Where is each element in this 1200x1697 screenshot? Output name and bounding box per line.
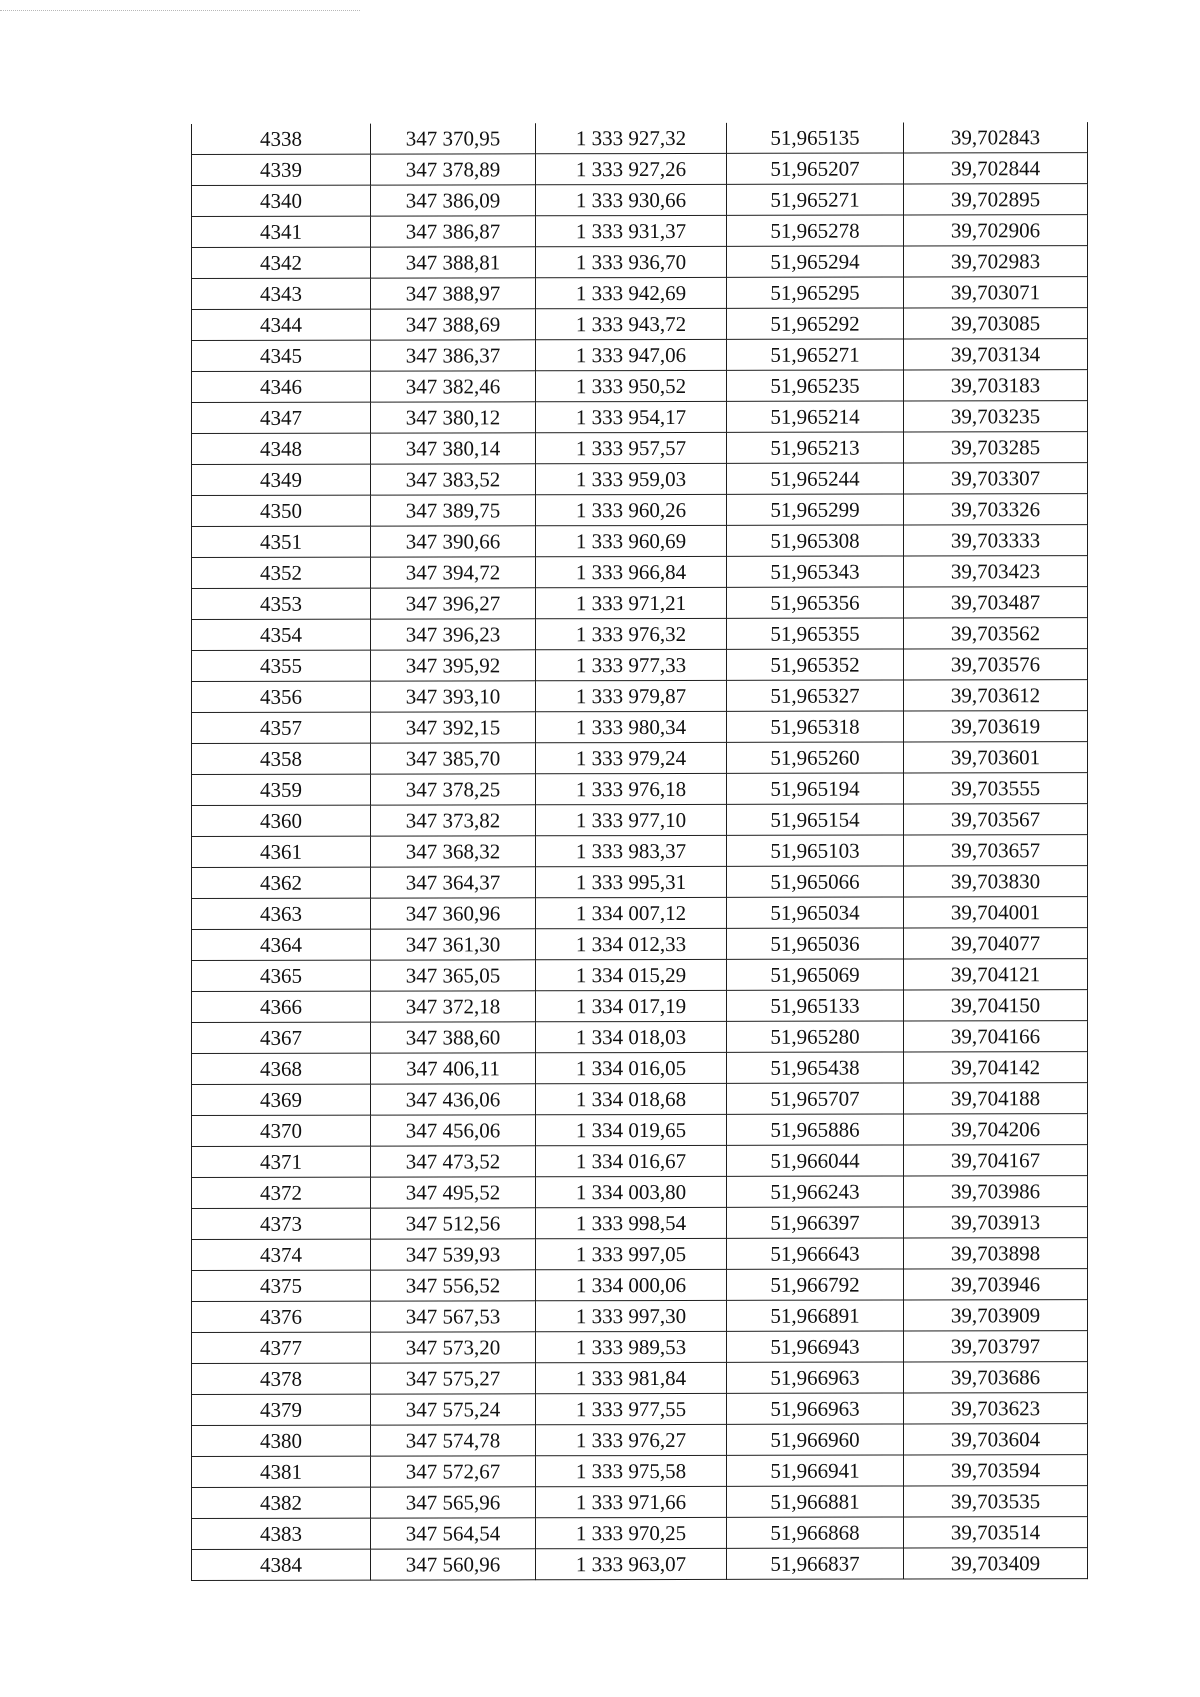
table-row <box>192 494 1088 527</box>
x-coordinate-cell: 347 573,20 <box>371 1332 536 1363</box>
table-row <box>192 215 1088 248</box>
table-row <box>192 1331 1088 1364</box>
longitude-cell: 39,703601 <box>904 742 1088 773</box>
table-row <box>192 370 1088 403</box>
y-coordinate-cell: 1 333 963,07 <box>536 1549 727 1580</box>
y-coordinate-cell: 1 333 936,70 <box>536 247 727 278</box>
longitude-cell: 39,703487 <box>904 587 1088 618</box>
longitude-cell: 39,703567 <box>904 804 1088 835</box>
y-coordinate-cell: 1 333 959,03 <box>536 464 727 495</box>
point-number-cell: 4383 <box>192 1518 371 1549</box>
scan-edge-mark <box>0 10 360 12</box>
point-number-cell: 4369 <box>192 1084 371 1115</box>
longitude-cell: 39,704121 <box>904 959 1088 990</box>
x-coordinate-cell: 347 386,87 <box>371 216 536 247</box>
table-row <box>192 1486 1088 1519</box>
y-coordinate-cell: 1 333 979,24 <box>536 743 727 774</box>
longitude-cell: 39,703535 <box>904 1486 1088 1517</box>
x-coordinate-cell: 347 396,23 <box>371 619 536 650</box>
longitude-cell: 39,703514 <box>904 1517 1088 1548</box>
table-row <box>192 122 1088 155</box>
point-number-cell: 4360 <box>192 805 371 836</box>
latitude-cell: 51,965036 <box>727 928 904 959</box>
longitude-cell: 39,703913 <box>904 1207 1088 1238</box>
table-row <box>192 897 1088 930</box>
x-coordinate-cell: 347 495,52 <box>371 1177 536 1208</box>
y-coordinate-cell: 1 333 971,66 <box>536 1487 727 1518</box>
latitude-cell: 51,965235 <box>727 370 904 401</box>
x-coordinate-cell: 347 378,25 <box>371 774 536 805</box>
point-number-cell: 4349 <box>192 464 371 495</box>
latitude-cell: 51,966643 <box>727 1238 904 1269</box>
point-number-cell: 4367 <box>192 1022 371 1053</box>
table-row <box>192 835 1088 868</box>
table-row <box>192 742 1088 775</box>
y-coordinate-cell: 1 333 942,69 <box>536 278 727 309</box>
latitude-cell: 51,966868 <box>727 1517 904 1548</box>
x-coordinate-cell: 347 567,53 <box>371 1301 536 1332</box>
y-coordinate-cell: 1 333 954,17 <box>536 402 727 433</box>
point-number-cell: 4374 <box>192 1239 371 1270</box>
y-coordinate-cell: 1 333 981,84 <box>536 1363 727 1394</box>
longitude-cell: 39,703657 <box>904 835 1088 866</box>
longitude-cell: 39,703909 <box>904 1300 1088 1331</box>
table-row <box>192 959 1088 992</box>
point-number-cell: 4359 <box>192 774 371 805</box>
table-row <box>192 928 1088 961</box>
longitude-cell: 39,703576 <box>904 649 1088 680</box>
y-coordinate-cell: 1 333 975,58 <box>536 1456 727 1487</box>
point-number-cell: 4377 <box>192 1332 371 1363</box>
coordinates-table <box>191 122 1088 1581</box>
table-row <box>192 1269 1088 1302</box>
longitude-cell: 39,703071 <box>904 277 1088 308</box>
y-coordinate-cell: 1 334 012,33 <box>536 929 727 960</box>
x-coordinate-cell: 347 388,97 <box>371 278 536 309</box>
x-coordinate-cell: 347 388,81 <box>371 247 536 278</box>
point-number-cell: 4372 <box>192 1177 371 1208</box>
point-number-cell: 4361 <box>192 836 371 867</box>
y-coordinate-cell: 1 333 989,53 <box>536 1332 727 1363</box>
x-coordinate-cell: 347 575,27 <box>371 1363 536 1394</box>
longitude-cell: 39,704166 <box>904 1021 1088 1052</box>
latitude-cell: 51,965260 <box>727 742 904 773</box>
longitude-cell: 39,704077 <box>904 928 1088 959</box>
longitude-cell: 39,703333 <box>904 525 1088 556</box>
longitude-cell: 39,703898 <box>904 1238 1088 1269</box>
latitude-cell: 51,965280 <box>727 1021 904 1052</box>
latitude-cell: 51,965299 <box>727 494 904 525</box>
y-coordinate-cell: 1 333 977,55 <box>536 1394 727 1425</box>
point-number-cell: 4370 <box>192 1115 371 1146</box>
table-row <box>192 649 1088 682</box>
latitude-cell: 51,966792 <box>727 1269 904 1300</box>
latitude-cell: 51,965707 <box>727 1083 904 1114</box>
table-row <box>192 866 1088 899</box>
latitude-cell: 51,965295 <box>727 277 904 308</box>
table-row <box>192 804 1088 837</box>
latitude-cell: 51,965103 <box>727 835 904 866</box>
point-number-cell: 4381 <box>192 1456 371 1487</box>
y-coordinate-cell: 1 333 983,37 <box>536 836 727 867</box>
y-coordinate-cell: 1 333 998,54 <box>536 1208 727 1239</box>
longitude-cell: 39,703562 <box>904 618 1088 649</box>
y-coordinate-cell: 1 334 018,03 <box>536 1022 727 1053</box>
point-number-cell: 4343 <box>192 278 371 309</box>
table-row <box>192 1393 1088 1426</box>
x-coordinate-cell: 347 364,37 <box>371 867 536 898</box>
x-coordinate-cell: 347 393,10 <box>371 681 536 712</box>
latitude-cell: 51,965308 <box>727 525 904 556</box>
point-number-cell: 4344 <box>192 309 371 340</box>
x-coordinate-cell: 347 565,96 <box>371 1487 536 1518</box>
table-row <box>192 1548 1088 1581</box>
longitude-cell: 39,703686 <box>904 1362 1088 1393</box>
table-row <box>192 680 1088 713</box>
longitude-cell: 39,704167 <box>904 1145 1088 1176</box>
longitude-cell: 39,703619 <box>904 711 1088 742</box>
y-coordinate-cell: 1 334 016,05 <box>536 1053 727 1084</box>
x-coordinate-cell: 347 456,06 <box>371 1115 536 1146</box>
latitude-cell: 51,965318 <box>727 711 904 742</box>
table-row <box>192 1362 1088 1395</box>
x-coordinate-cell: 347 373,82 <box>371 805 536 836</box>
longitude-cell: 39,703085 <box>904 308 1088 339</box>
x-coordinate-cell: 347 360,96 <box>371 898 536 929</box>
y-coordinate-cell: 1 334 007,12 <box>536 898 727 929</box>
y-coordinate-cell: 1 333 976,32 <box>536 619 727 650</box>
x-coordinate-cell: 347 392,15 <box>371 712 536 743</box>
longitude-cell: 39,703183 <box>904 370 1088 401</box>
table-row <box>192 463 1088 496</box>
longitude-cell: 39,703986 <box>904 1176 1088 1207</box>
x-coordinate-cell: 347 575,24 <box>371 1394 536 1425</box>
longitude-cell: 39,703326 <box>904 494 1088 525</box>
point-number-cell: 4373 <box>192 1208 371 1239</box>
y-coordinate-cell: 1 334 019,65 <box>536 1115 727 1146</box>
y-coordinate-cell: 1 333 950,52 <box>536 371 727 402</box>
longitude-cell: 39,702843 <box>904 122 1088 153</box>
latitude-cell: 51,965271 <box>727 184 904 215</box>
x-coordinate-cell: 347 396,27 <box>371 588 536 619</box>
y-coordinate-cell: 1 333 997,05 <box>536 1239 727 1270</box>
latitude-cell: 51,965292 <box>727 308 904 339</box>
longitude-cell: 39,703612 <box>904 680 1088 711</box>
table-row <box>192 1207 1088 1240</box>
point-number-cell: 4358 <box>192 743 371 774</box>
latitude-cell: 51,966397 <box>727 1207 904 1238</box>
point-number-cell: 4371 <box>192 1146 371 1177</box>
table-row <box>192 153 1088 186</box>
table-row <box>192 1238 1088 1271</box>
latitude-cell: 51,965327 <box>727 680 904 711</box>
latitude-cell: 51,965355 <box>727 618 904 649</box>
table-row <box>192 556 1088 589</box>
longitude-cell: 39,704142 <box>904 1052 1088 1083</box>
x-coordinate-cell: 347 386,37 <box>371 340 536 371</box>
table-row <box>192 339 1088 372</box>
point-number-cell: 4366 <box>192 991 371 1022</box>
latitude-cell: 51,966243 <box>727 1176 904 1207</box>
point-number-cell: 4382 <box>192 1487 371 1518</box>
table-row <box>192 1424 1088 1457</box>
latitude-cell: 51,965271 <box>727 339 904 370</box>
point-number-cell: 4340 <box>192 185 371 216</box>
table-row <box>192 277 1088 310</box>
x-coordinate-cell: 347 382,46 <box>371 371 536 402</box>
longitude-cell: 39,702895 <box>904 184 1088 215</box>
latitude-cell: 51,965278 <box>727 215 904 246</box>
y-coordinate-cell: 1 333 977,10 <box>536 805 727 836</box>
point-number-cell: 4357 <box>192 712 371 743</box>
table-row <box>192 711 1088 744</box>
point-number-cell: 4338 <box>192 124 371 155</box>
table-row <box>192 1145 1088 1178</box>
table-row <box>192 401 1088 434</box>
y-coordinate-cell: 1 333 980,34 <box>536 712 727 743</box>
latitude-cell: 51,965214 <box>727 401 904 432</box>
latitude-cell: 51,965244 <box>727 463 904 494</box>
x-coordinate-cell: 347 406,11 <box>371 1053 536 1084</box>
y-coordinate-cell: 1 334 003,80 <box>536 1177 727 1208</box>
table-row <box>192 246 1088 279</box>
longitude-cell: 39,703134 <box>904 339 1088 370</box>
x-coordinate-cell: 347 378,89 <box>371 154 536 185</box>
x-coordinate-cell: 347 380,14 <box>371 433 536 464</box>
table-row <box>192 990 1088 1023</box>
latitude-cell: 51,966943 <box>727 1331 904 1362</box>
x-coordinate-cell: 347 512,56 <box>371 1208 536 1239</box>
x-coordinate-cell: 347 372,18 <box>371 991 536 1022</box>
point-number-cell: 4341 <box>192 216 371 247</box>
table-row <box>192 1021 1088 1054</box>
longitude-cell: 39,703423 <box>904 556 1088 587</box>
x-coordinate-cell: 347 368,32 <box>371 836 536 867</box>
y-coordinate-cell: 1 333 960,26 <box>536 495 727 526</box>
y-coordinate-cell: 1 333 976,27 <box>536 1425 727 1456</box>
y-coordinate-cell: 1 333 976,18 <box>536 774 727 805</box>
point-number-cell: 4339 <box>192 154 371 185</box>
y-coordinate-cell: 1 333 957,57 <box>536 433 727 464</box>
y-coordinate-cell: 1 333 930,66 <box>536 185 727 216</box>
point-number-cell: 4376 <box>192 1301 371 1332</box>
latitude-cell: 51,965194 <box>727 773 904 804</box>
table-row <box>192 1300 1088 1333</box>
latitude-cell: 51,966891 <box>727 1300 904 1331</box>
x-coordinate-cell: 347 361,30 <box>371 929 536 960</box>
longitude-cell: 39,703830 <box>904 866 1088 897</box>
longitude-cell: 39,703623 <box>904 1393 1088 1424</box>
table-row <box>192 1517 1088 1550</box>
latitude-cell: 51,965066 <box>727 866 904 897</box>
latitude-cell: 51,966960 <box>727 1424 904 1455</box>
table-row <box>192 1455 1088 1488</box>
y-coordinate-cell: 1 333 977,33 <box>536 650 727 681</box>
latitude-cell: 51,965069 <box>727 959 904 990</box>
point-number-cell: 4379 <box>192 1394 371 1425</box>
x-coordinate-cell: 347 556,52 <box>371 1270 536 1301</box>
latitude-cell: 51,965135 <box>727 123 904 154</box>
point-number-cell: 4384 <box>192 1549 371 1580</box>
point-number-cell: 4364 <box>192 929 371 960</box>
x-coordinate-cell: 347 574,78 <box>371 1425 536 1456</box>
x-coordinate-cell: 347 390,66 <box>371 526 536 557</box>
longitude-cell: 39,703797 <box>904 1331 1088 1362</box>
point-number-cell: 4368 <box>192 1053 371 1084</box>
longitude-cell: 39,703235 <box>904 401 1088 432</box>
y-coordinate-cell: 1 333 927,32 <box>536 123 727 154</box>
table-row <box>192 184 1088 217</box>
latitude-cell: 51,966941 <box>727 1455 904 1486</box>
longitude-cell: 39,703604 <box>904 1424 1088 1455</box>
longitude-cell: 39,703307 <box>904 463 1088 494</box>
longitude-cell: 39,702906 <box>904 215 1088 246</box>
latitude-cell: 51,965034 <box>727 897 904 928</box>
latitude-cell: 51,965294 <box>727 246 904 277</box>
x-coordinate-cell: 347 383,52 <box>371 464 536 495</box>
longitude-cell: 39,702844 <box>904 153 1088 184</box>
point-number-cell: 4353 <box>192 588 371 619</box>
latitude-cell: 51,965343 <box>727 556 904 587</box>
x-coordinate-cell: 347 370,95 <box>371 123 536 154</box>
coordinates-table-body <box>192 122 1088 1581</box>
point-number-cell: 4362 <box>192 867 371 898</box>
y-coordinate-cell: 1 333 970,25 <box>536 1518 727 1549</box>
latitude-cell: 51,965133 <box>727 990 904 1021</box>
longitude-cell: 39,704188 <box>904 1083 1088 1114</box>
longitude-cell: 39,704001 <box>904 897 1088 928</box>
x-coordinate-cell: 347 388,69 <box>371 309 536 340</box>
y-coordinate-cell: 1 334 018,68 <box>536 1084 727 1115</box>
x-coordinate-cell: 347 365,05 <box>371 960 536 991</box>
table-row <box>192 1114 1088 1147</box>
x-coordinate-cell: 347 385,70 <box>371 743 536 774</box>
longitude-cell: 39,702983 <box>904 246 1088 277</box>
latitude-cell: 51,966044 <box>727 1145 904 1176</box>
y-coordinate-cell: 1 334 017,19 <box>536 991 727 1022</box>
x-coordinate-cell: 347 473,52 <box>371 1146 536 1177</box>
latitude-cell: 51,965207 <box>727 153 904 184</box>
table-row <box>192 1083 1088 1116</box>
y-coordinate-cell: 1 333 947,06 <box>536 340 727 371</box>
table-row <box>192 587 1088 620</box>
table-row <box>192 1052 1088 1085</box>
y-coordinate-cell: 1 333 960,69 <box>536 526 727 557</box>
x-coordinate-cell: 347 564,54 <box>371 1518 536 1549</box>
point-number-cell: 4345 <box>192 340 371 371</box>
y-coordinate-cell: 1 334 015,29 <box>536 960 727 991</box>
y-coordinate-cell: 1 334 000,06 <box>536 1270 727 1301</box>
point-number-cell: 4348 <box>192 433 371 464</box>
y-coordinate-cell: 1 333 931,37 <box>536 216 727 247</box>
point-number-cell: 4365 <box>192 960 371 991</box>
x-coordinate-cell: 347 436,06 <box>371 1084 536 1115</box>
longitude-cell: 39,704206 <box>904 1114 1088 1145</box>
longitude-cell: 39,704150 <box>904 990 1088 1021</box>
latitude-cell: 51,966837 <box>727 1548 904 1579</box>
x-coordinate-cell: 347 560,96 <box>371 1549 536 1580</box>
x-coordinate-cell: 347 395,92 <box>371 650 536 681</box>
x-coordinate-cell: 347 386,09 <box>371 185 536 216</box>
latitude-cell: 51,965356 <box>727 587 904 618</box>
y-coordinate-cell: 1 333 997,30 <box>536 1301 727 1332</box>
latitude-cell: 51,965352 <box>727 649 904 680</box>
y-coordinate-cell: 1 333 927,26 <box>536 154 727 185</box>
latitude-cell: 51,966963 <box>727 1393 904 1424</box>
point-number-cell: 4375 <box>192 1270 371 1301</box>
latitude-cell: 51,966881 <box>727 1486 904 1517</box>
longitude-cell: 39,703946 <box>904 1269 1088 1300</box>
point-number-cell: 4350 <box>192 495 371 526</box>
table-row <box>192 1176 1088 1209</box>
y-coordinate-cell: 1 333 966,84 <box>536 557 727 588</box>
table-row <box>192 773 1088 806</box>
table-row <box>192 308 1088 341</box>
x-coordinate-cell: 347 389,75 <box>371 495 536 526</box>
latitude-cell: 51,965154 <box>727 804 904 835</box>
point-number-cell: 4342 <box>192 247 371 278</box>
latitude-cell: 51,965438 <box>727 1052 904 1083</box>
longitude-cell: 39,703594 <box>904 1455 1088 1486</box>
point-number-cell: 4380 <box>192 1425 371 1456</box>
point-number-cell: 4346 <box>192 371 371 402</box>
y-coordinate-cell: 1 333 943,72 <box>536 309 727 340</box>
x-coordinate-cell: 347 572,67 <box>371 1456 536 1487</box>
table-row <box>192 432 1088 465</box>
latitude-cell: 51,965213 <box>727 432 904 463</box>
longitude-cell: 39,703555 <box>904 773 1088 804</box>
y-coordinate-cell: 1 333 995,31 <box>536 867 727 898</box>
point-number-cell: 4351 <box>192 526 371 557</box>
longitude-cell: 39,703285 <box>904 432 1088 463</box>
x-coordinate-cell: 347 388,60 <box>371 1022 536 1053</box>
point-number-cell: 4356 <box>192 681 371 712</box>
point-number-cell: 4347 <box>192 402 371 433</box>
point-number-cell: 4352 <box>192 557 371 588</box>
x-coordinate-cell: 347 394,72 <box>371 557 536 588</box>
x-coordinate-cell: 347 380,12 <box>371 402 536 433</box>
point-number-cell: 4363 <box>192 898 371 929</box>
y-coordinate-cell: 1 333 979,87 <box>536 681 727 712</box>
y-coordinate-cell: 1 334 016,67 <box>536 1146 727 1177</box>
latitude-cell: 51,965886 <box>727 1114 904 1145</box>
x-coordinate-cell: 347 539,93 <box>371 1239 536 1270</box>
latitude-cell: 51,966963 <box>727 1362 904 1393</box>
y-coordinate-cell: 1 333 971,21 <box>536 588 727 619</box>
point-number-cell: 4355 <box>192 650 371 681</box>
point-number-cell: 4378 <box>192 1363 371 1394</box>
table-row <box>192 618 1088 651</box>
point-number-cell: 4354 <box>192 619 371 650</box>
longitude-cell: 39,703409 <box>904 1548 1088 1579</box>
table-row <box>192 525 1088 558</box>
